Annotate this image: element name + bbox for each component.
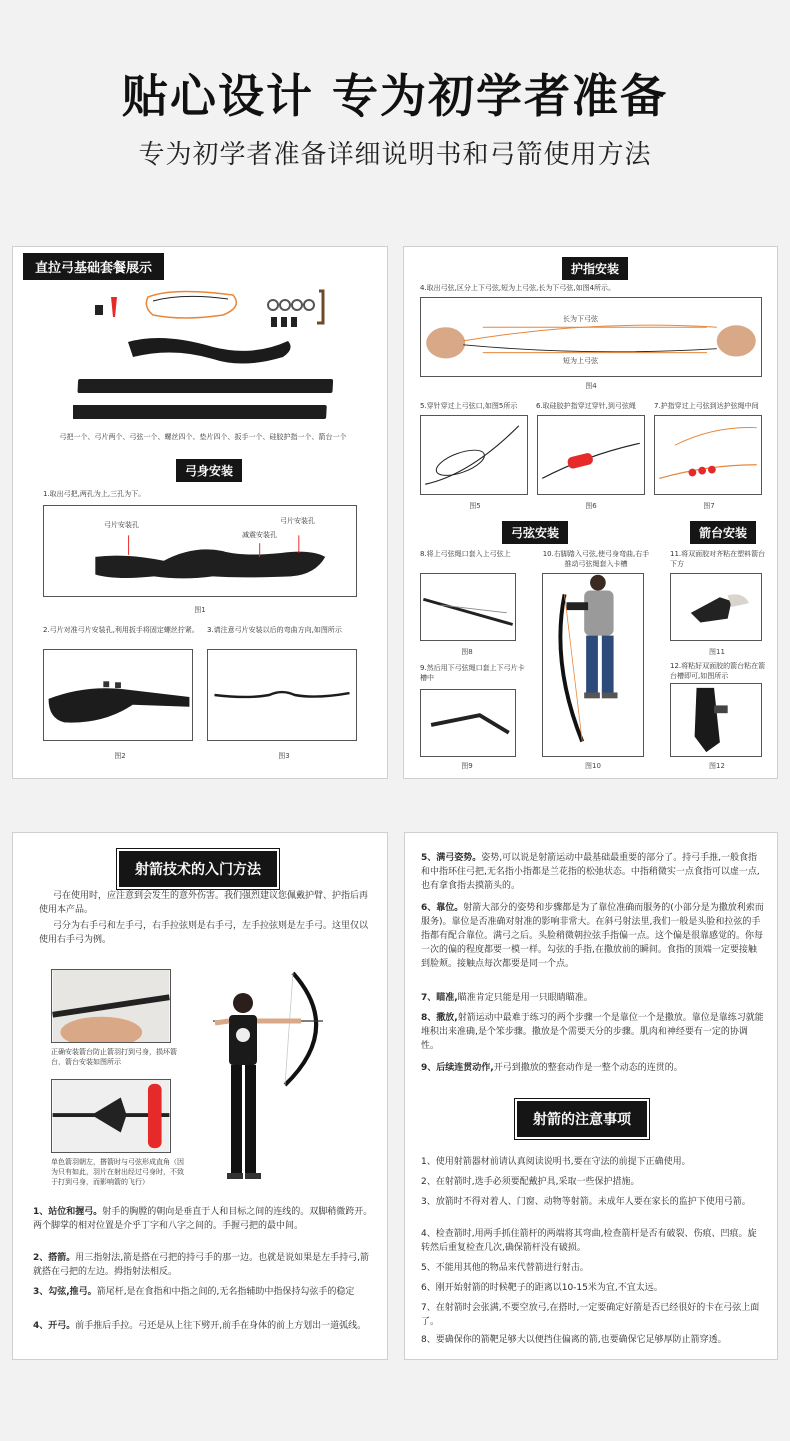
- notices-header: 射箭的注意事项: [517, 1101, 647, 1137]
- parts-image: [73, 287, 333, 427]
- figure-3: [207, 649, 357, 741]
- notice-8: 8、要确保你的箭靶足够大以便挡住偏离的箭,也要确保它足够厚防止箭穿透。: [421, 1335, 727, 1345]
- fig6-caption: 图6: [585, 502, 597, 510]
- figure-11: [670, 573, 762, 641]
- string-install-title: 弓弦安装: [502, 521, 568, 544]
- parts-caption: 弓把一个、弓片两个、弓弦一个、螺丝四个、垫片四个、扳手一个、硅胶护指一个、箭台一个: [59, 433, 347, 441]
- step-7-text: 7.护指穿过上弓弦到达护弦绳中间: [654, 402, 759, 410]
- step-3-text: 3.请注意弓片安装以后的弯曲方向,如图所示: [207, 626, 342, 634]
- panel-kit-display: [12, 246, 388, 779]
- fig1-label-left: 弓片安装孔: [104, 521, 139, 529]
- rest-photo: [51, 969, 171, 1043]
- fig4-caption: 图4: [585, 382, 597, 390]
- notice-4: 4、检查箭时,用两手抓住箭杆的两端将其弯曲,检查箭杆是否有破裂、伤痕、凹痕。旋转然后重复检查几次,确保箭杆没有破损。: [421, 1229, 757, 1253]
- fig12-caption: 图12: [709, 762, 725, 770]
- step-4-text: 4.取出弓弦,区分上下弓弦,短为上弓弦,长为下弓弦,如图4所示。: [420, 284, 616, 292]
- nock-photo: [51, 1079, 171, 1153]
- fig1-label-mid: 减震安装孔: [242, 531, 277, 539]
- fig4-long-label: 长为下弓弦: [563, 315, 598, 323]
- technique-step-6: 6、靠位。射箭大部分的姿势和步骤都是为了靠位准确而服务的(小部分是为撒放利索而服务)。靠位是否准确对射准的影响非常大。在斜弓射法里,我们一般是头脸和拉弦的手指都有配合靠位。满弓之后。头脸稍微朝拉弦手指偏一点。这个偏是很靠感觉的。你每一次的偏的程度都要一模一样。勾弦的手指,在撒放前的瞬间。食指的顶端一定要接触到脸颊。接触点每次都要是同一个点。: [421, 903, 764, 969]
- fig3-caption: 图3: [278, 752, 290, 760]
- figure-10: [542, 573, 644, 757]
- notice-2: 2、在射箭时,选手必须要配戴护具,采取一些保护措施。: [421, 1177, 640, 1187]
- panel-technique-notices: [404, 832, 778, 1360]
- basics-step-1: 1、站位和握弓。射手的胸膛的朝向是垂直于人和目标之间的连线的。双脚稍微跨开。两个脚掌的相对位置是介乎丁字和八字之间的。手握弓把的最中间。: [33, 1207, 373, 1231]
- hero-subtitle: 专为初学者准备详细说明书和弓箭使用方法: [138, 140, 652, 170]
- nock-photo-caption: 单色箭羽朝左，撘箭时与弓弦形成直角（因为只有如此，羽片在射出经过弓身时，不致于打到弓身，而影响箭的飞行）: [51, 1158, 184, 1186]
- figure-9: [420, 689, 516, 757]
- notice-7: 7、在射箭时会张满,不要空放弓,在搭时,一定要确定好箭是否已经很好的卡在弓弦上面了。: [421, 1303, 760, 1327]
- panel-finger-guard: [403, 246, 778, 779]
- basics-step-4: 4、开弓。前手推后手拉。弓还是从上往下劈开,前手在身体的前上方划出一道弧线。: [33, 1321, 367, 1331]
- fig9-caption: 图9: [461, 762, 473, 770]
- step-2-text: 2.弓片对准弓片安装孔,利用扳手将固定螺丝拧紧。: [43, 626, 199, 634]
- hero-title: 贴心设计 专为初学者准备: [121, 69, 668, 123]
- technique-step-9: 9、后续连贯动作,开弓到撒放的整套动作是一整个动态的连贯的。: [421, 1063, 683, 1073]
- step-6-text: 6.取硅胶护指穿过穿针,到弓弦绳: [536, 402, 636, 410]
- fig11-caption: 图11: [709, 648, 725, 656]
- step-9-text: 9.然后用下弓弦绳口套上下弓片卡槽中: [420, 664, 525, 682]
- archery-basics-header: 射箭技术的入门方法: [119, 851, 277, 887]
- figure-12: [670, 683, 762, 757]
- technique-step-5: 5、满弓姿势。姿势,可以说是射箭运动中最基础最重要的部分了。持弓手推,一般食指和中指环住弓把,无名指小指都是兰花指的松弛状态。中指稍微实一点食指可以虚一点,也有拿食指去摸箭头的。: [421, 853, 760, 891]
- figure-5: [420, 415, 528, 495]
- step-10-text: 10.右脚踏入弓弦,使弓身弯曲,右手推动弓弦绳套入卡槽: [542, 550, 650, 568]
- step-12-text: 12.将粘好双面胶的箭台粘在箭台槽即可,如图所示: [670, 662, 766, 680]
- basics-step-2: 2、搭箭。用三指射法,箭是搭在弓把的持弓手的那一边。也就是说如果是左手持弓,箭就搭在弓把的左边。拇指射法相反。: [33, 1253, 369, 1277]
- step-8-text: 8.将上弓弦绳口套入上弓弦上: [420, 550, 511, 558]
- technique-step-8: 8、撒放,射箭运动中最难于练习的两个步骤一个是靠位一个是撒放。靠位是靠练习就能堆积出来准确,是个笨步骤。撒放是个需要天分的步骤。肌肉和神经要有一定的协调性。: [421, 1013, 764, 1051]
- figure-2: [43, 649, 193, 741]
- kit-header: 直拉弓基础套餐展示: [23, 253, 164, 280]
- arrow-rest-install-title: 箭台安装: [690, 521, 756, 544]
- figure-8: [420, 573, 516, 641]
- rest-photo-caption: 正确安装箭台防止箭羽打到弓身，损坏箭台，箭台安装如图所示: [51, 1048, 177, 1066]
- step-1-text: 1.取出弓把,两孔为上,三孔为下。: [43, 490, 146, 498]
- basics-step-3: 3、勾弦,推弓。箭尾杆,是在食指和中指之间的,无名指辅助中指保持勾弦手的稳定: [33, 1287, 355, 1297]
- fig8-caption: 图8: [461, 648, 473, 656]
- fig1-label-right: 弓片安装孔: [280, 517, 315, 525]
- notice-3: 3、放箭时不得对着人、门窗、动物等射箭。未成年人要在家长的监护下使用弓箭。: [421, 1197, 751, 1207]
- figure-1: [43, 505, 357, 597]
- intro-hand: 弓分为右手弓和左手弓，右手拉弦则是右手弓，左手拉弦则是左手弓。这里仅以使用右手弓为例。: [39, 921, 369, 945]
- fig7-caption: 图7: [703, 502, 715, 510]
- notice-5: 5、不能用其他的物品来代替箭进行射击。: [421, 1263, 589, 1273]
- figure-7: [654, 415, 762, 495]
- fig2-caption: 图2: [114, 752, 126, 760]
- notice-6: 6、刚开始射箭的时候靶子的距离以10-15米为宜,不宜太远。: [421, 1283, 663, 1293]
- bow-body-section-title: 弓身安装: [176, 459, 242, 482]
- step-5-text: 5.穿针穿过上弓弦口,如图5所示: [420, 402, 518, 410]
- panel-archery-basics: [12, 832, 388, 1360]
- notice-1: 1、使用射箭器材前请认真阅读说明书,要在守法的前提下正确使用。: [421, 1157, 691, 1167]
- archer-figure: [203, 969, 353, 1189]
- finger-guard-header: 护指安装: [562, 257, 628, 280]
- step-11-text: 11.将双面胶对齐粘在塑料箭台下方: [670, 550, 766, 568]
- intro-safety: 弓在使用时，应注意到会发生的意外伤害。我们强烈建议您佩戴护臂、护指后再使用本产品。: [39, 891, 369, 915]
- fig5-caption: 图5: [469, 502, 481, 510]
- fig10-caption: 图10: [585, 762, 601, 770]
- figure-6: [537, 415, 645, 495]
- figure-4: [420, 297, 762, 377]
- fig1-caption: 图1: [194, 606, 206, 614]
- fig4-short-label: 短为上弓弦: [563, 357, 598, 365]
- technique-step-7: 7、瞄准,瞄准肯定只能是用一只眼睛瞄准。: [421, 993, 593, 1003]
